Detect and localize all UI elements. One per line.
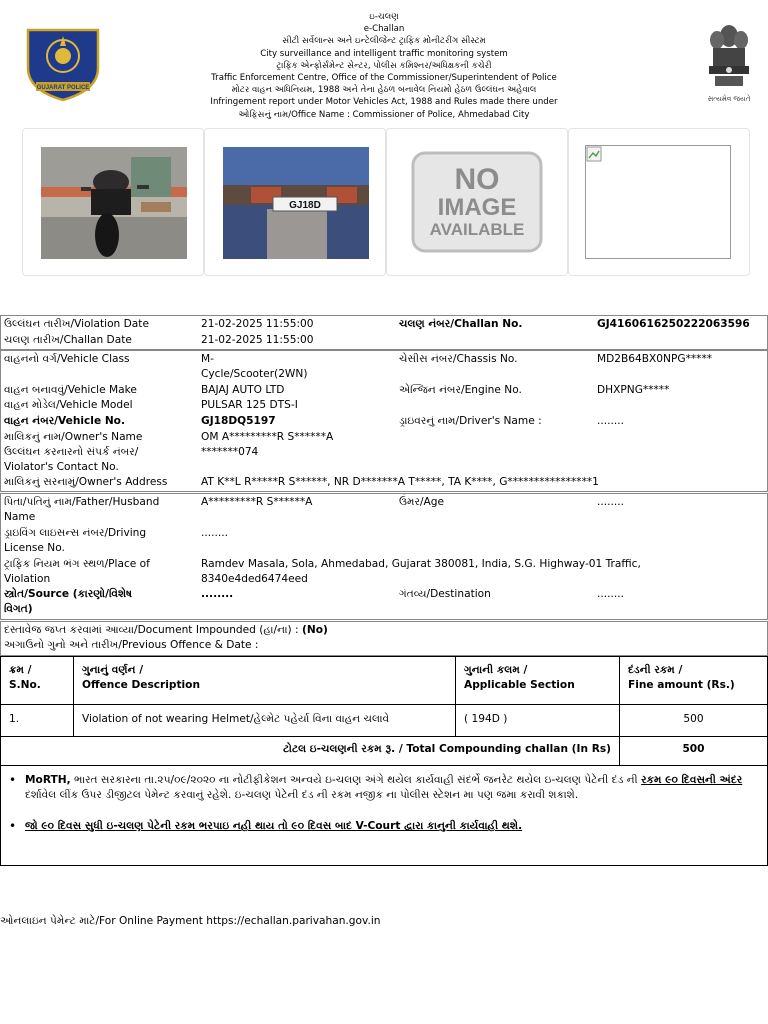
col-amount-header: દંડની રકમ / Fine amount (Rs.)	[620, 657, 767, 705]
broken-image-frame	[585, 145, 731, 259]
col-sno-header: ક્રમ / S.No.	[1, 657, 74, 705]
notes-box	[0, 765, 768, 866]
header-line: City surveillance and intelligent traffic monitoring system	[260, 48, 508, 59]
source-label-line1: સ્ત્રોત/Source (કારણો/વિશેષ	[4, 588, 133, 600]
person-section	[0, 493, 768, 620]
header-text	[180, 11, 588, 121]
total-label: ટોટલ ઇ-ચલણની રકમ રૂ. / Total Compounding challan (In Rs)	[1, 737, 620, 765]
police-badge-icon	[22, 24, 104, 102]
note2-text: જો ૯૦ દિવસ સુધી ઇ-ચલણ પેટેની રકમ ભરપાઇ નહી થાય તો ૯૦ દિવસ બાદ V-Court દ્વારા કાનુની કાર્યવાહી થશે.	[25, 820, 523, 832]
challan-date-value: 21-02-2025 11:55:00	[201, 334, 314, 346]
header-line: Infringement report under Motor Vehicles Act, 1988 and Rules made there under	[210, 97, 558, 108]
contact-label-line2: Violator's Contact No.	[4, 461, 119, 473]
col-desc-header: ગુનાનું વર્ણન / Offence Description	[74, 657, 456, 705]
vehicle-section	[0, 350, 768, 492]
driver-name-label: ડ્રાઇવરનું નામ/Driver's Name :	[399, 415, 542, 427]
license-label-line2: License No.	[4, 542, 65, 554]
license-value: ........	[201, 527, 228, 539]
plate-photo[interactable]	[223, 147, 369, 259]
owner-address-label: માલિકનું સરનામું/Owner's Address	[4, 476, 168, 488]
col-section-header: ગુનાની કલમ / Applicable Section	[456, 657, 620, 705]
total-amount: 500	[682, 743, 705, 755]
vehicle-number-value: GJ18DQ5197	[201, 415, 276, 427]
challan-no-value: GJ4160616250222063596	[597, 318, 750, 330]
source-label-line2: વિગત)	[4, 603, 33, 615]
svg-text:NO: NO	[454, 163, 500, 196]
emblem-caption: સત્યમેવ જયતે	[707, 95, 751, 103]
fine-row-desc: Violation of not wearing Helmet/હેલ્મેટ પહેર્યા વિના વાહન ચલાવે	[74, 705, 456, 737]
evidence-photos	[22, 128, 747, 276]
fine-row-section: ( 194D )	[456, 705, 620, 737]
photo-card-broken	[568, 128, 750, 276]
gujarat-police-logo	[22, 24, 104, 102]
bullet-icon: •	[9, 773, 17, 787]
online-payment-footer[interactable]: ઓનલાઇન પેમેન્ટ માટે/For Online Payment https://echallan.parivahan.gov.in	[0, 915, 381, 927]
broken-image-icon	[587, 147, 601, 161]
vehicle-class-value-line1: M-	[201, 353, 214, 365]
fine-row-sno: 1.	[1, 705, 74, 737]
challan-date-label: ચલણ તારીખ/Challan Date	[4, 334, 132, 346]
vehicle-class-value-line2: Cycle/Scooter(2WN)	[201, 368, 308, 380]
svg-text:GUJARAT POLICE: GUJARAT POLICE	[36, 85, 90, 91]
no-image-placeholder	[411, 151, 543, 253]
header-line: મોટર વાહન અધિનિયમ, 1988 અને તેના હેઠળ બનાવેલ નિયમો હેઠળ ઉલ્લંઘન અહેવાલ	[231, 85, 537, 96]
header-line: e-Challan	[363, 24, 405, 35]
note1-bold-end: રકમ ૯૦ દિવસની અંદર	[641, 774, 743, 786]
bullet-icon: •	[9, 819, 17, 833]
impounded-label: દસ્તાવેજ જપ્ત કરવામાં આવ્યા/Document Impounded (હા/ના) :	[4, 624, 299, 636]
place-label-line2: Violation	[4, 573, 51, 585]
license-label-line1: ડ્રાઇવિંગ લાઇસન્સ નંબર/Driving	[4, 527, 147, 539]
chassis-value: MD2B64BX0NPG*****	[597, 353, 713, 365]
svg-text:AVAILABLE: AVAILABLE	[429, 220, 525, 239]
destination-value: ........	[597, 588, 624, 600]
violation-date-label: ઉલ્લંઘન તારીખ/Violation Date	[4, 318, 149, 330]
vehicle-model-label: વાહન મોડેલ/Vehicle Model	[4, 399, 133, 411]
contact-label-line1: ઉલ્લંઘન કરનારનો સંપર્ક નંબર/	[4, 446, 139, 458]
fine-table	[0, 656, 768, 766]
engine-value: DHXPNG*****	[597, 384, 670, 396]
header-line: ઓફિસનું નામ/Office Name : Commissioner of Police, Ahmedabad City	[238, 109, 530, 120]
vehicle-class-label: વાહનનો વર્ગ/Vehicle Class	[4, 353, 130, 365]
ashoka-emblem-icon	[705, 20, 753, 90]
source-value: ........	[201, 588, 234, 600]
previous-offence-label: અગાઉનો ગુનો અને તારીખ/Previous Offence & Date :	[4, 639, 259, 651]
document-section	[0, 621, 768, 656]
photo-card-no-image	[386, 128, 568, 276]
national-emblem	[700, 20, 758, 108]
engine-label: એન્જિન નંબર/Engine No.	[399, 384, 522, 396]
age-value: ........	[597, 496, 624, 508]
vehicle-number-label: વાહન નંબર/Vehicle No.	[4, 415, 125, 427]
svg-text:GJ18D: GJ18D	[289, 200, 321, 211]
header-line: Traffic Enforcement Centre, Office of the Commissioner/Superintendent of Police	[211, 73, 557, 84]
header	[0, 8, 768, 126]
note1-line2: દર્શાવેલ લીંક ઉપર ડીજીટલ પેમેન્ટ કરવાનું રહેશે. ઇ-ચલણ પેટેની દંડ ની રકમ નજીક ના પોલીસ સ્ટેશન મા પણ જમા કરાવી શકાશે.	[25, 789, 579, 801]
impounded-value: (No)	[302, 624, 328, 636]
father-value: A*********R S******A	[201, 496, 313, 508]
header-line: સીટી સર્વેલાન્સ અને ઇન્ટેલીજેન્ટ ટ્રાફિક મોનીટરીંગ સીસ્ટમ	[282, 36, 486, 47]
place-label-line1: ટ્રાફિક નિયમ ભંગ સ્થળ/Place of	[4, 558, 150, 570]
header-line: ઇ-ચલણ	[369, 12, 399, 22]
photo-card-plate	[204, 128, 386, 276]
father-label-line2: Name	[4, 511, 36, 523]
challan-no-label: ચલણ નંબર/Challan No.	[399, 318, 523, 330]
driver-name-value: ........	[597, 415, 624, 427]
owner-name-label: માલિકનું નામ/Owner's Name	[4, 431, 143, 443]
contact-value: *******074	[201, 446, 259, 458]
note1-bold-start: MoRTH,	[25, 774, 71, 786]
vehicle-model-value: PULSAR 125 DTS-I	[201, 399, 298, 411]
chassis-label: ચેસીસ નંબર/Chassis No.	[399, 353, 518, 365]
age-label: ઉંમર/Age	[399, 496, 445, 508]
fine-row-amount: 500	[620, 705, 767, 737]
dates-section	[0, 315, 768, 350]
violation-date-value: 21-02-2025 11:55:00	[201, 318, 314, 330]
photo-card-rider	[22, 128, 204, 276]
owner-name-value: OM A*********R S******A	[201, 431, 334, 443]
vehicle-make-value: BAJAJ AUTO LTD	[201, 384, 285, 396]
father-label-line1: પિતા/પતિનું નામ/Father/Husband	[4, 496, 160, 508]
rider-photo[interactable]	[41, 147, 187, 259]
header-line: ટ્રાફિક એન્ફોર્સમેન્ટ સેન્ટર, પોલીસ કમિશ્નર/અધિક્ષકની કચેરી	[276, 60, 492, 71]
svg-text:IMAGE: IMAGE	[437, 194, 517, 221]
note1-mid: ભારત સરકારના તા.૨૫/૦૯/૨૦૨૦ ના નોટીફીકેશન અન્વયે ઇ-ચલણ અંગે થયેલ કાર્યવાહી સંદર્ભે જનરેટ થયેલ ઇ-ચલણ પેટેની દંડ ની	[70, 774, 642, 786]
place-value-line2: 8340e4ded6474eed	[201, 573, 308, 585]
place-value-line1: Ramdev Masala, Sola, Ahmedabad, Gujarat 380081, India, S.G. Highway-01 Traffic,	[201, 558, 641, 570]
owner-address-value: AT K**L R*****R S******, NR D*******A T*****, TA K****, G****************1	[201, 476, 599, 488]
vehicle-make-label: વાહન બનાવવું/Vehicle Make	[4, 384, 137, 396]
destination-label: ગંતવ્ય/Destination	[399, 588, 491, 600]
